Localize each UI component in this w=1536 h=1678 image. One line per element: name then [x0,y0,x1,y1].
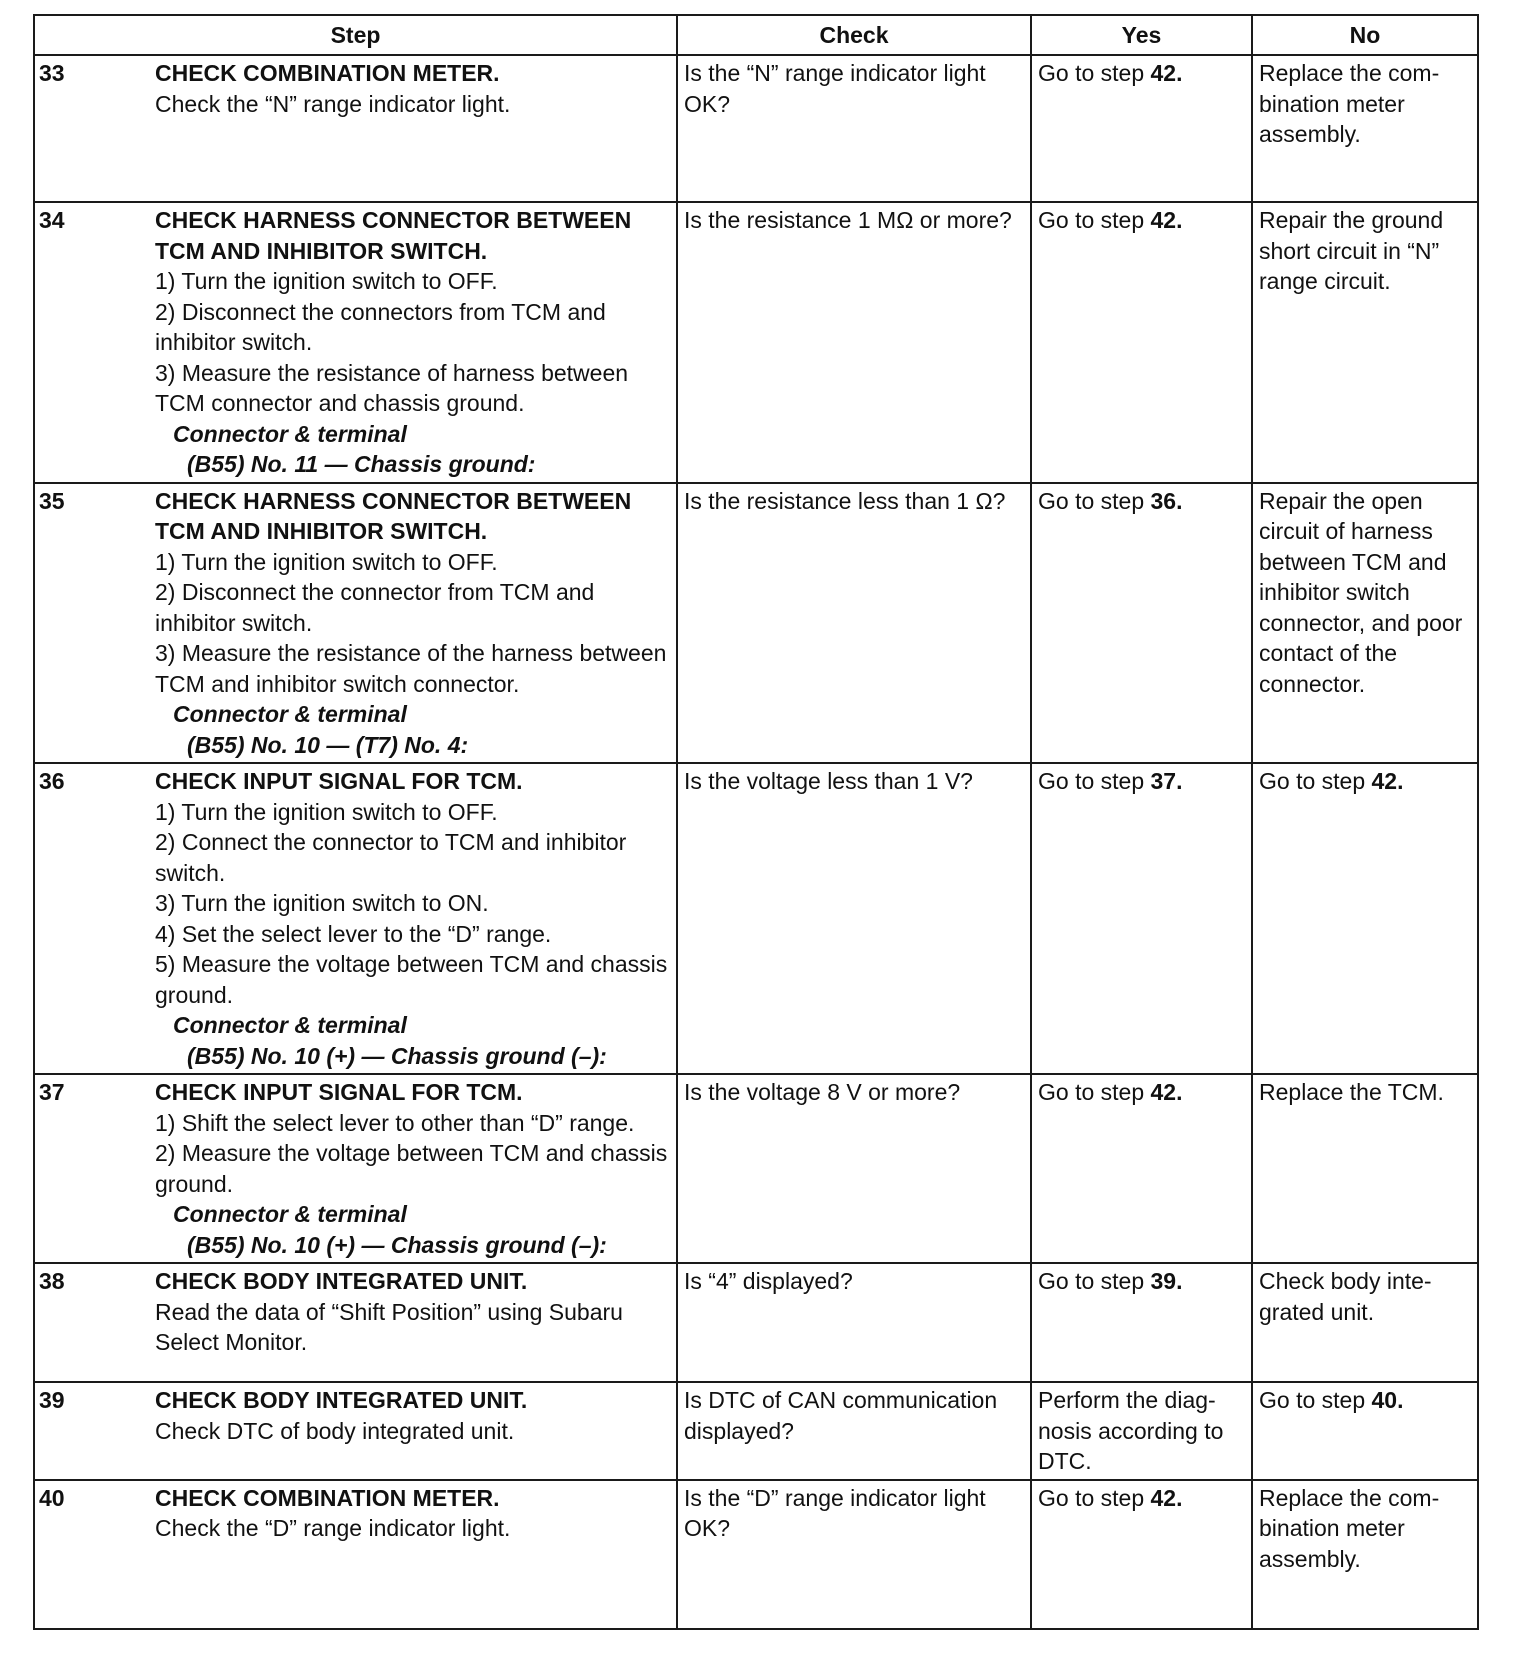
step-cell [149,55,677,202]
step-instruction: 3) Turn the ignition switch to ON. [155,890,489,916]
step-instruction: 4) Set the select lever to the “D” range. [155,920,552,947]
yes-cell [1031,1263,1252,1382]
yes-cell [1031,1480,1252,1629]
yes-cell [1031,202,1252,483]
connector-label: Connector & terminal [173,1012,407,1038]
table-row [34,483,1478,764]
step-number: 33 [34,55,149,202]
header-check: Check [677,15,1031,55]
no-text: Replace the TCM. [1259,1079,1444,1105]
step-instruction: 2) Measure the voltage between TCM and chassis ground. [155,1140,668,1197]
step-number: 39 [34,1382,149,1480]
table-row [34,55,1478,202]
check-cell: Is DTC of CAN communication displayed? [677,1382,1031,1480]
step-number: 37 [34,1074,149,1263]
step-instruction: 2) Connect the connector to TCM and inhibitor switch. [155,829,627,886]
connector-terminal: (B55) No. 10 (+) — Chassis ground (–): [187,1042,607,1069]
step-instruction: Check DTC of body integrated unit. [155,1417,515,1444]
step-instruction: 2) Disconnect the connector from TCM and inhibitor switch. [155,579,595,636]
step-title: CHECK HARNESS CONNECTOR BETWEEN TCM AND INHIBITOR SWITCH. [155,207,632,264]
step-title: CHECK COMBINATION METER. [155,60,500,86]
connector-terminal: (B55) No. 10 — (T7) No. 4: [187,731,469,758]
no-text: Repair the open circuit of harness between TCM and inhibitor switch connector, and poor contact of the connector. [1259,487,1463,697]
connector-terminal: (B55) No. 10 (+) — Chassis ground (–): [187,1231,607,1258]
connector-label: Connector & terminal [173,701,407,727]
yes-step-ref: 42. [1150,1079,1183,1105]
yes-cell [1031,1382,1252,1480]
no-text: Check body inte-grated unit. [1259,1268,1432,1325]
header-step: Step [34,15,677,55]
yes-step-ref: 39. [1150,1268,1183,1294]
diagnostic-table [33,14,1479,1630]
no-cell [1252,763,1478,1074]
step-instruction: 1) Shift the select lever to other than “D” range. [155,1109,635,1136]
step-instruction: 5) Measure the voltage between TCM and chassis ground. [155,951,668,1008]
step-cell [149,1074,677,1263]
yes-step-ref: 37. [1150,768,1183,794]
check-cell: Is the voltage 8 V or more? [677,1074,1031,1263]
step-title: CHECK INPUT SIGNAL FOR TCM. [155,768,523,794]
yes-cell [1031,763,1252,1074]
step-number: 36 [34,763,149,1074]
step-instruction: 1) Turn the ignition switch to OFF. [155,548,498,575]
no-text: Replace the com-bination meter assembly. [1259,60,1440,147]
step-instruction: Read the data of “Shift Position” using Subaru Select Monitor. [155,1298,623,1355]
step-cell [149,1382,677,1480]
step-instruction: 3) Measure the resistance of harness between TCM connector and chassis ground. [155,359,629,416]
check-cell: Is “4” displayed? [677,1263,1031,1382]
yes-text: Go to step [1038,1484,1151,1511]
yes-cell [1031,1074,1252,1263]
step-cell [149,202,677,483]
step-title: CHECK COMBINATION METER. [155,1484,500,1511]
table-row [34,1074,1478,1263]
step-instruction: 1) Turn the ignition switch to OFF. [155,268,498,294]
table-row [34,763,1478,1074]
header-yes: Yes [1031,15,1252,55]
yes-cell [1031,483,1252,764]
no-step-ref: 40. [1371,1387,1404,1413]
no-cell [1252,1382,1478,1480]
no-cell [1252,55,1478,202]
yes-step-ref: 42. [1150,1484,1183,1511]
step-title: CHECK BODY INTEGRATED UNIT. [155,1387,528,1413]
no-step-ref: 42. [1371,768,1404,794]
step-number: 40 [34,1480,149,1629]
check-cell: Is the resistance 1 MΩ or more? [677,202,1031,483]
no-text: Go to step [1259,768,1372,794]
step-instruction: Check the “N” range indicator light. [155,90,511,117]
yes-text: Go to step [1038,487,1151,514]
table-row [34,1382,1478,1480]
table-row [34,1263,1478,1382]
yes-text: Go to step [1038,1268,1151,1294]
check-cell: Is the voltage less than 1 V? [677,763,1031,1074]
connector-label: Connector & terminal [173,420,407,447]
yes-step-ref: 42. [1150,207,1183,233]
yes-step-ref: 42. [1150,60,1183,86]
yes-text: Go to step [1038,207,1151,233]
header-row [34,15,1478,55]
check-cell: Is the “N” range indicator light OK? [677,55,1031,202]
yes-text: Go to step [1038,768,1151,794]
table-row [34,202,1478,483]
step-number: 35 [34,483,149,764]
step-instruction: 1) Turn the ignition switch to OFF. [155,798,498,825]
no-cell [1252,1480,1478,1629]
no-text: Repair the ground short circuit in “N” range circuit. [1259,207,1444,294]
step-cell [149,1263,677,1382]
yes-text: Perform the diag-nosis according to DTC. [1038,1387,1224,1474]
step-title: CHECK INPUT SIGNAL FOR TCM. [155,1079,523,1105]
yes-cell [1031,55,1252,202]
header-no: No [1252,15,1478,55]
check-cell: Is the resistance less than 1 Ω? [677,483,1031,764]
check-cell: Is the “D” range indicator light OK? [677,1480,1031,1629]
step-title: CHECK BODY INTEGRATED UNIT. [155,1268,528,1294]
step-cell [149,1480,677,1629]
step-title: CHECK HARNESS CONNECTOR BETWEEN TCM AND INHIBITOR SWITCH. [155,487,632,544]
no-cell [1252,483,1478,764]
step-cell [149,763,677,1074]
table-row [34,1480,1478,1629]
no-cell [1252,1074,1478,1263]
connector-terminal: (B55) No. 11 — Chassis ground: [187,451,536,477]
no-cell [1252,1263,1478,1382]
step-instruction: Check the “D” range indicator light. [155,1515,511,1541]
yes-text: Go to step [1038,1079,1151,1105]
no-cell [1252,202,1478,483]
step-number: 34 [34,202,149,483]
no-text: Go to step [1259,1387,1372,1413]
connector-label: Connector & terminal [173,1201,407,1227]
step-instruction: 2) Disconnect the connectors from TCM and inhibitor switch. [155,298,606,355]
no-text: Replace the com-bination meter assembly. [1259,1484,1440,1572]
step-cell [149,483,677,764]
step-number: 38 [34,1263,149,1382]
step-instruction: 3) Measure the resistance of the harness between TCM and inhibitor switch connector. [155,640,667,697]
yes-step-ref: 36. [1150,487,1183,514]
yes-text: Go to step [1038,60,1151,86]
